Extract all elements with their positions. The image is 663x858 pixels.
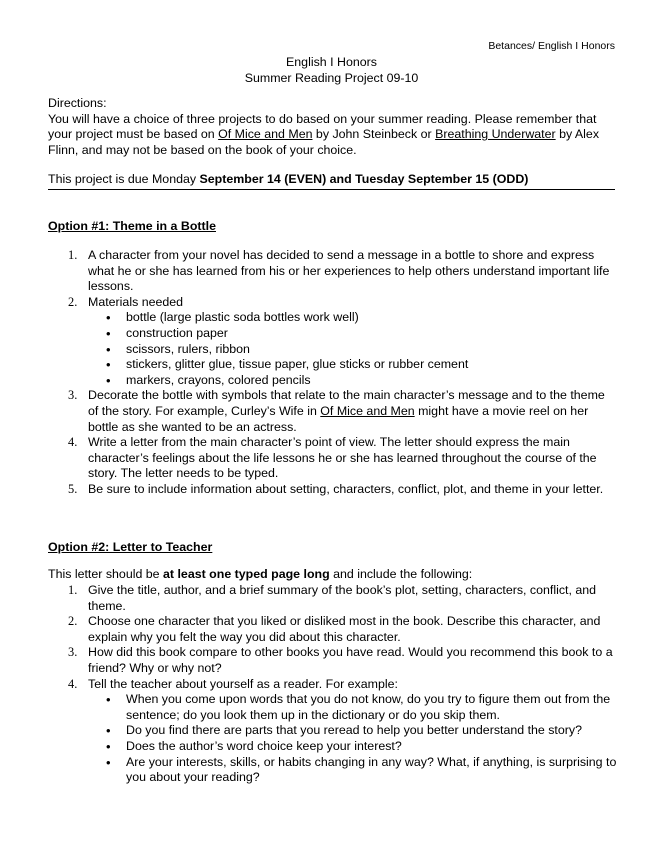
question-item: • Does the author’s word choice keep your interest? [106,738,402,754]
bullet-icon: • [106,372,111,388]
reader-questions-list [88,692,618,786]
author-tag: Betances/ English I Honors [488,40,615,52]
option2-intro: This letter should be at least one typed page long and include the following: [48,567,473,581]
list-item: 4. Write a letter from the main character’s point of view. The letter should express the main character’s feelings about the life lessons he or she has learned throughout the course of the story. The letter needs to be typed. [68,435,597,481]
materials-list [88,310,618,388]
bullet-icon: • [106,325,111,341]
bullet-icon: • [106,754,111,770]
list-item: 5. Be sure to include information about setting, characters, conflict, plot, and theme in your letter. [68,481,604,496]
bullet-icon: • [106,692,111,708]
title-block [0,55,663,86]
material-item: • bottle (large plastic soda bottles work well) [106,310,359,326]
due-dates: September 14 (EVEN) and Tuesday September 15 (ODD) [199,172,529,186]
material-item: • markers, crayons, colored pencils [106,372,311,388]
material-item: • construction paper [106,325,228,341]
book-title-of-mice-and-men: Of Mice and Men [320,403,415,418]
directions [48,96,618,158]
list-item: 3. Decorate the bottle with symbols that relate to the main character’s message and to the theme of the story. For example, Curley’s Wife in Of Mice and Men might have a movie reel on her bottle as she wanted to be an actress. [68,388,605,434]
list-item: 3. How did this book compare to other books you have read. Would you recommend this book to a friend? Why or why not? [68,645,613,675]
course-title: English I Honors [286,55,377,69]
bullet-icon: • [106,357,111,373]
material-item: • scissors, rulers, ribbon [106,341,250,357]
due-date-line: This project is due Monday September 14 (EVEN) and Tuesday September 15 (ODD) [48,172,615,190]
directions-text: You will have a choice of three projects to do based on your summer reading. Please remember that your project must be based on Of Mice and Men by John Steinbeck or Breathing Underwater by Alex Flinn, and may not be based on the book of your choice. [48,111,600,157]
option2-heading: Option #2: Letter to Teacher [48,540,213,554]
bullet-icon: • [106,341,111,357]
book-title-breathing-underwater: Breathing Underwater [435,127,556,142]
directions-label: Directions: [48,96,107,110]
option1-list [48,248,618,498]
bullet-icon: • [106,723,111,739]
list-item: 2. Materials needed • bottle (large plastic soda bottles work well) • construction paper • scissors, rulers, ribbon • stickers, glitter glue, tissue paper, glue sticks or rubber cement • markers, crayons, colored pencils [48,295,618,389]
project-title: Summer Reading Project 09-10 [244,70,419,85]
list-item: 1. A character from your novel has decided to send a message in a bottle to shore and express what he or she has learned from his or her experiences to help others understand important life lessons. [68,248,610,294]
question-item: • When you come upon words that you do not know, do you try to figure them out from the sentence; do you look them up in the dictionary or do you skip them. [106,692,611,722]
list-item: 2. Choose one character that you liked or disliked most in the book. Describe this character, and explain why you felt the way you did about this character. [68,614,601,644]
bullet-icon: • [106,738,111,754]
list-item: 1. Give the title, author, and a brief summary of the book’s plot, setting, characters, conflict, and theme. [68,583,597,613]
book-title-of-mice-and-men: Of Mice and Men [218,127,313,142]
question-item: • Are your interests, skills, or habits changing in any way? What, if anything, is surprising to you about your reading? [106,754,617,785]
bullet-icon: • [106,310,111,326]
list-item: 4. Tell the teacher about yourself as a reader. For example: • When you come upon words that you do not know, do you try to figure them out from the sentence; do you look them up in the dictionary or do you skip them. • Do you find there are parts that you reread to help you better understand the story? • Does the author’s word choice keep your interest? • Are your interests, skills, or habits changing in any way? What, if anything, is surprising to you about your reading? [68,676,617,785]
option2-list [48,583,618,786]
option1-heading: Option #1: Theme in a Bottle [48,219,216,233]
question-item: • Do you find there are parts that you reread to help you better understand the story? [106,723,582,739]
material-item: • stickers, glitter glue, tissue paper, glue sticks or rubber cement [106,357,469,373]
